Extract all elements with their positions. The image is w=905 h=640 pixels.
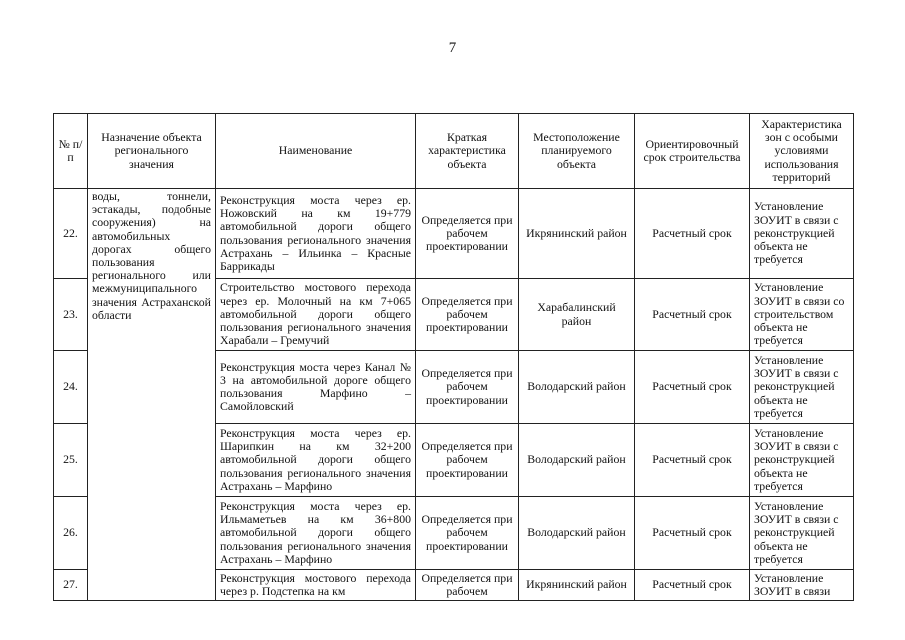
row-number: 26. <box>54 497 88 570</box>
construction-term-text: Расчетный срок <box>652 578 732 592</box>
table-row <box>54 189 854 279</box>
header-num: № п/п <box>54 114 88 189</box>
construction-term: Расчетный срок <box>635 279 750 351</box>
object-name: Реконструкция моста через Канал № 3 на автомобильной дороге общего пользования Марфино – Самойловский <box>216 351 416 424</box>
header-characteristic: Краткая характеристика объекта <box>416 114 519 189</box>
header-name: Наименование <box>216 114 416 189</box>
object-location: Икрянинский район <box>519 189 635 279</box>
zones-info <box>750 570 854 601</box>
row-number: 24. <box>54 351 88 424</box>
row-number: 27. <box>54 570 88 601</box>
header-term: Ориентировочный срок строительства <box>635 114 750 189</box>
object-characteristic-text: Определяется при рабочем <box>421 571 513 598</box>
object-characteristic: Определяется при рабочем проектировании <box>416 189 519 279</box>
object-characteristic <box>416 570 519 601</box>
construction-term: Расчетный срок <box>635 351 750 424</box>
object-name-text: Реконструкция мостового перехода через р. Подстепка на км <box>220 571 411 598</box>
construction-term <box>635 570 750 601</box>
object-location-text: Икрянинский район <box>526 578 627 592</box>
row-number: 23. <box>54 279 88 351</box>
object-location: Володарский район <box>519 351 635 424</box>
row-number: 22. <box>54 189 88 279</box>
object-characteristic: Определяется при рабочем проектировании <box>416 279 519 351</box>
object-characteristic: Определяется при рабочем проектировании <box>416 424 519 497</box>
object-name: Строительство мостового перехода через ер. Молочный на км 7+065 автомобильной дороги общего пользования регионального значения Харабали – Гремучий <box>216 279 416 351</box>
objects-table <box>53 113 854 601</box>
construction-term: Расчетный срок <box>635 497 750 570</box>
object-characteristic: Определяется при рабочем проектировании <box>416 497 519 570</box>
object-location: Володарский район <box>519 424 635 497</box>
object-location: Володарский район <box>519 497 635 570</box>
page-number: 7 <box>448 40 457 56</box>
construction-term: Расчетный срок <box>635 424 750 497</box>
object-name <box>216 570 416 601</box>
destination-cell: воды, тоннели, эстакады, подобные сооружения) на автомобильных дорогах общего пользования регионального или межмуниципального значения Астраханской области <box>88 189 216 601</box>
object-name: Реконструкция моста через ер. Ильмаметьев на км 36+800 автомобильной дороги общего пользования регионального значения Астрахань – Марфино <box>216 497 416 570</box>
row-number: 25. <box>54 424 88 497</box>
header-zones: Характеристика зон с особыми условиями использования территорий <box>750 114 854 189</box>
zones-info-text: Установление ЗОУИТ в связи <box>754 571 831 598</box>
object-location: Харабалинский район <box>519 279 635 351</box>
object-name: Реконструкция моста через ер. Шарипкин на км 32+200 автомобильной дороги общего пользования регионального значения Астрахань – Марфино <box>216 424 416 497</box>
zones-info: Установление ЗОУИТ в связи с реконструкцией объекта не требуется <box>750 497 854 570</box>
zones-info: Установление ЗОУИТ в связи с реконструкцией объекта не требуется <box>750 351 854 424</box>
header-destination: Назначение объекта регионального значения <box>88 114 216 189</box>
zones-info: Установление ЗОУИТ в связи с реконструкцией объекта не требуется <box>750 424 854 497</box>
zones-info: Установление ЗОУИТ в связи со строительством объекта не требуется <box>750 279 854 351</box>
object-name: Реконструкция моста через ер. Ножовский на км 19+779 автомобильной дороги общего пользования регионального значения Астрахань – Ильинка – Красные Баррикады <box>216 189 416 279</box>
object-characteristic: Определяется при рабочем проектировании <box>416 351 519 424</box>
object-location <box>519 570 635 601</box>
construction-term: Расчетный срок <box>635 189 750 279</box>
header-row <box>54 114 854 189</box>
zones-info: Установление ЗОУИТ в связи с реконструкцией объекта не требуется <box>750 189 854 279</box>
header-location: Местоположение планируемого объекта <box>519 114 635 189</box>
